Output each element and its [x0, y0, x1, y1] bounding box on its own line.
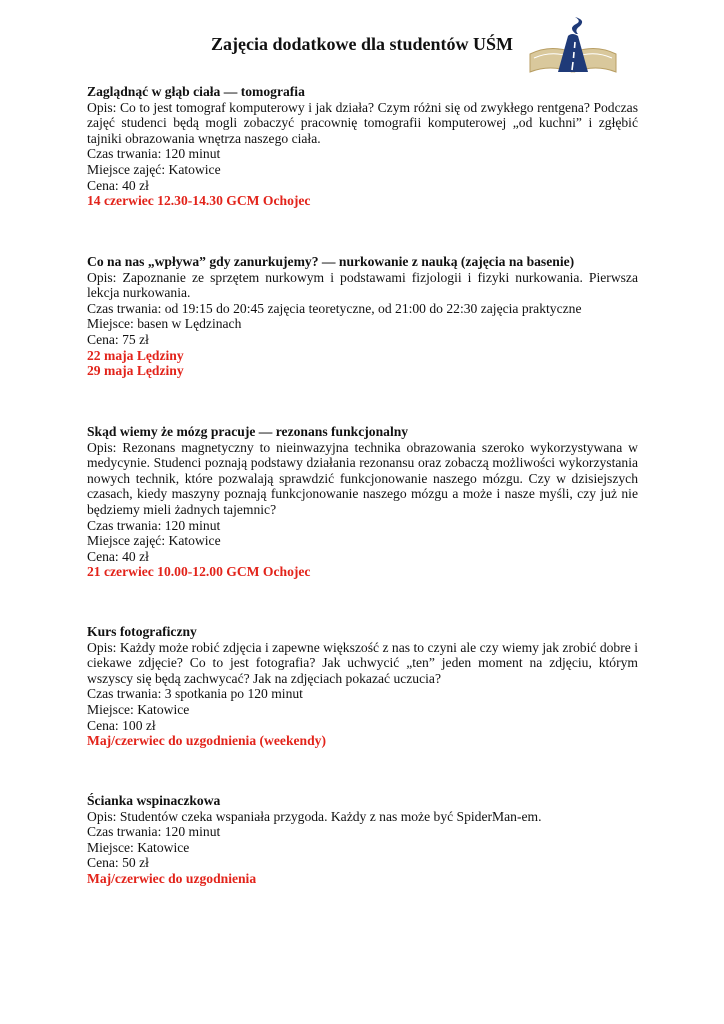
university-logo: [528, 14, 618, 76]
section-date: 14 czerwiec 12.30-14.30 GCM Ochojec: [87, 193, 311, 209]
course-section-tomography: [87, 84, 638, 209]
section-description: Opis: Każdy może robić zdjęcia i zapewne większość z nas to czyni ale czy wiemy jak zrobić dobre i ciekawe zdjęcie? Co to jest fotografia? Jak uchwycić „ten” jeden moment na zdjęciu, którym wszyscy się będą zachwycać? Jak na zdjęciach pokazać uczucia?: [87, 639, 638, 686]
section-place: Miejsce zajęć: Katowice: [87, 161, 221, 177]
section-place: Miejsce: basen w Lędzinach: [87, 316, 242, 332]
section-price: Cena: 75 zł: [87, 331, 149, 347]
section-duration: Czas trwania: 120 minut: [87, 517, 221, 533]
section-date: 22 maja Lędziny: [87, 347, 184, 363]
section-description: Opis: Studentów czeka wspaniała przygoda. Każdy z nas może być SpiderMan-em.: [87, 808, 542, 824]
section-date: Maj/czerwiec do uzgodnienia: [87, 870, 257, 886]
course-section-climbing: [87, 793, 638, 887]
section-description: Opis: Zapoznanie ze sprzętem nurkowym i podstawami fizjologii i fizyki nurkowania. Pierwsza lekcja nurkowania.: [87, 269, 638, 301]
course-section-photography: [87, 624, 638, 749]
section-price: Cena: 40 zł: [87, 177, 149, 193]
section-price: Cena: 100 zł: [87, 717, 156, 733]
section-date: 21 czerwiec 10.00-12.00 GCM Ochojec: [87, 564, 311, 580]
section-place: Miejsce zajęć: Katowice: [87, 533, 221, 549]
section-duration: Czas trwania: od 19:15 do 20:45 zajęcia teoretyczne, od 21:00 do 22:30 zajęcia praktyczne: [87, 300, 582, 316]
section-title: Kurs fotograficzny: [87, 624, 197, 639]
section-date: 29 maja Lędziny: [87, 363, 184, 379]
section-title: Zaglądnąć w głąb ciała — tomografia: [87, 84, 305, 99]
section-duration: Czas trwania: 120 minut: [87, 824, 221, 840]
section-title: Skąd wiemy że mózg pracuje — rezonans funkcjonalny: [87, 424, 409, 439]
section-title: Co na nas „wpływa” gdy zanurkujemy? — nurkowanie z nauką (zajęcia na basenie): [87, 254, 575, 269]
section-price: Cena: 40 zł: [87, 548, 149, 564]
course-section-fmri: [87, 424, 638, 580]
section-duration: Czas trwania: 3 spotkania po 120 minut: [87, 686, 303, 702]
section-price: Cena: 50 zł: [87, 855, 149, 871]
section-title: Ścianka wspinaczkowa: [87, 793, 221, 808]
section-date: Maj/czerwiec do uzgodnienia (weekendy): [87, 733, 326, 749]
section-place: Miejsce: Katowice: [87, 839, 190, 855]
section-place: Miejsce: Katowice: [87, 701, 190, 717]
section-description: Opis: Co to jest tomograf komputerowy i jak działa? Czym różni się od zwykłego rentgena? Podczas zajęć studenci będą mogli zobaczyć pracownię tomografii komputerowej „od kuchni” i zgłębić tajniki obrazowania wnętrza naszego ciała.: [87, 99, 638, 146]
section-description: Opis: Rezonans magnetyczny to nieinwazyjna technika obrazowania szeroko wykorzystywana w medycynie. Studenci poznają podstawy działania rezonansu oraz zobaczą możliwości wykorzystania nowych technik, które pozwalają sprawdzić funkcjonowanie naszego mózgu. Czy w dzisiejszych czasach, kiedy maszyny poznają funkcjonowanie naszego mózgu a może i nasze myśli, czy już nie będziemy mieli żadnych tajemnic?: [87, 439, 638, 517]
section-duration: Czas trwania: 120 minut: [87, 146, 221, 162]
course-section-diving: [87, 254, 638, 379]
page-title: Zajęcia dodatkowe dla studentów UŚM: [210, 34, 514, 54]
